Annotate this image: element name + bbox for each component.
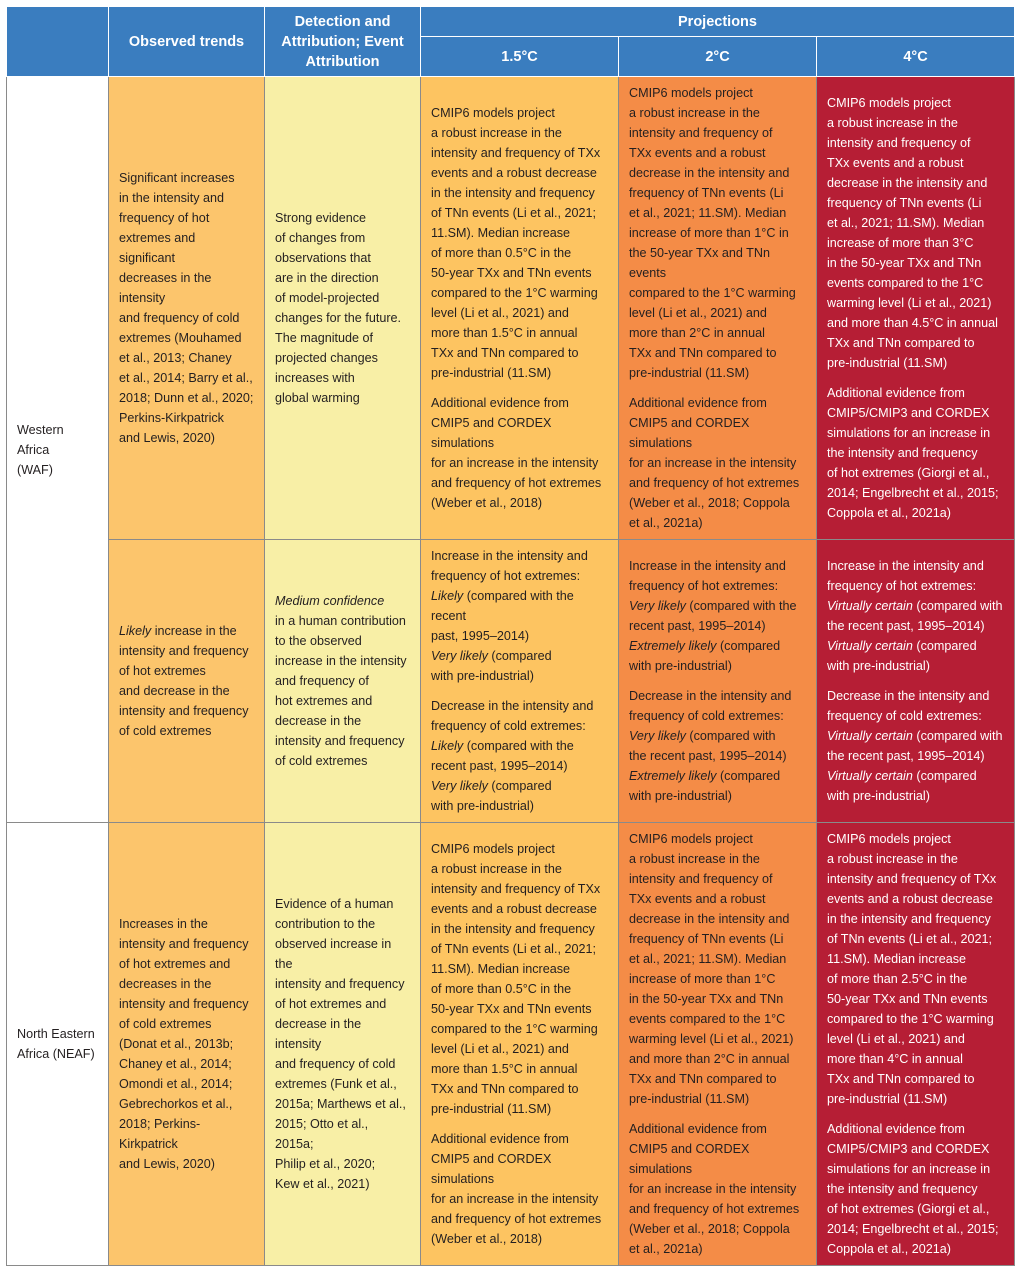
cold-heading: Decrease in the intensity and frequency of cold extremes: <box>629 689 792 723</box>
likelihood-term: Virtually certain <box>827 639 913 653</box>
likelihood-term: Very likely <box>629 599 686 613</box>
detection-text: Evidence of a human contribution to the observed increase in the intensity and frequency of hot extremes and decrease in the intensity and frequency of cold extremes (Funk et al., 2015a; Marthews et al., 2015; Otto et al., 2015a; Philip et al., 2020; Kew et al., 2021) <box>275 897 406 1191</box>
comparison-text: (compared with the recent past, 1995–2014) <box>629 729 787 763</box>
likelihood-term: Virtually certain <box>827 599 913 613</box>
comparison-text: (compared with pre-industrial) <box>629 639 781 673</box>
likelihood-term: Very likely <box>629 729 686 743</box>
projection-1-5c-cell-waf-2 <box>421 540 619 823</box>
likelihood-term: Extremely likely <box>629 769 717 783</box>
header-1-5c: 1.5°C <box>421 37 619 77</box>
region-label-neaf: North Eastern Africa (NEAF) <box>17 1027 95 1061</box>
cold-heading: Decrease in the intensity and frequency of cold extremes: <box>827 689 990 723</box>
region-cell-neaf <box>7 823 109 1266</box>
likelihood-term: Likely <box>431 739 464 753</box>
hot-heading: Increase in the intensity and frequency of hot extremes: <box>629 559 786 593</box>
projection-text: CMIP6 models project a robust increase in the intensity and frequency of TXx events and a robust decrease in the intensity and frequency of TNn events (Li et al., 2021; 11.SM). Median increase of more than 2.5°C in the 50-year TXx and TNn events compared to the 1°C warming level (Li et al., 2021) and more than 4°C in annual TXx and TNn compared to pre-industrial (11.SM) <box>827 832 997 1106</box>
header-4c: 4°C <box>817 37 1015 77</box>
comparison-text: (compared with the recent past, 1995–2014) <box>629 599 797 633</box>
observed-text: Increases in the intensity and frequency of hot extremes and decreases in the intensity and frequency of cold extremes (Donat et al., 2013b; Chaney et al., 2014; Omondi et al., 2014; Gebrechorkos et al., 2018; Perkins-Kirkpatrick and Lewis, 2020) <box>119 917 249 1171</box>
table-row-waf-1 <box>7 77 1015 540</box>
projection-text: CMIP6 models project a robust increase in the intensity and frequency of TXx events and a robust decrease in the intensity and frequency of TNn events (Li et al., 2021; 11.SM). Median increase of more than 0.5°C in the 50-year TXx and TNn events compared to the 1°C warming level (Li et al., 2021) and more than 1.5°C in annual TXx and TNn compared to pre-industrial (11.SM) <box>431 106 601 380</box>
comparison-text: (compared with the recent past, 1995–2014) <box>827 729 1003 763</box>
detection-cell-waf-1 <box>265 77 421 540</box>
comparison-text: (compared with the recent past, 1995–2014) <box>431 589 574 643</box>
projection-4c-cell-waf-2 <box>817 540 1015 823</box>
projection-text: CMIP6 models project a robust increase in the intensity and frequency of TXx events and a robust decrease in the intensity and frequency of TNn events (Li et al., 2021; 11.SM). Median increase of more than 1°C in the 50-year TXx and TNn events compared to the 1°C warming level (Li et al., 2021) and more than 2°C in annual TXx and TNn compared to pre-industrial (11.SM) <box>629 832 794 1106</box>
projection-2c-cell-neaf <box>619 823 817 1266</box>
cold-extremes-block <box>431 696 608 816</box>
projection-evidence-text: Additional evidence from CMIP5/CMIP3 and CORDEX simulations for an increase in the intensity and frequency of hot extremes (Giorgi et al., 2014; Engelbrecht et al., 2015; Coppola et al., 2021a) <box>827 386 999 520</box>
detection-text: Strong evidence of changes from observations that are in the direction of model-projected changes for the future. The magnitude of projected changes increases with global warming <box>275 211 402 405</box>
confidence-term: Medium confidence <box>275 594 385 608</box>
projection-1-5c-cell-neaf <box>421 823 619 1266</box>
header-2c: 2°C <box>619 37 817 77</box>
projection-2c-cell-waf-2 <box>619 540 817 823</box>
region-label-waf: Western Africa (WAF) <box>17 422 64 477</box>
projection-text: CMIP6 models project a robust increase in the intensity and frequency of TXx events and a robust decrease in the intensity and frequency of TNn events (Li et al., 2021; 11.SM). Median increase of more than 0.5°C in the 50-year TXx and TNn events compared to the 1°C warming level (Li et al., 2021) and more than 1.5°C in annual TXx and TNn compared to pre-industrial (11.SM) <box>431 842 601 1116</box>
table-row-neaf <box>7 823 1015 1266</box>
hot-heading: Increase in the intensity and frequency of hot extremes: <box>431 549 588 583</box>
header-projections: Projections <box>421 7 1015 37</box>
likelihood-term: Very likely <box>431 649 488 663</box>
cold-heading: Decrease in the intensity and frequency of cold extremes: <box>431 699 594 733</box>
detection-cell-waf-2 <box>265 540 421 823</box>
cold-extremes-block <box>629 686 806 806</box>
projection-evidence-text: Additional evidence from CMIP5 and CORDEX simulations for an increase in the intensity and frequency of hot extremes (Weber et al., 2018) <box>431 396 602 510</box>
cold-extremes-block <box>827 686 1004 806</box>
observed-text: Significant increases in the intensity and frequency of hot extremes and significant decreases in the intensity and frequency of cold extremes (Mouhamed et al., 2013; Chaney et al., 2014; Barry et al., 2018; Dunn et al., 2020; Perkins-Kirkpatrick and Lewis, 2020) <box>119 171 254 445</box>
hot-heading: Increase in the intensity and frequency of hot extremes: <box>827 559 984 593</box>
header-blank-cell <box>7 7 109 77</box>
comparison-text: (compared with the recent past, 1995–2014) <box>827 599 1003 633</box>
observed-text <box>119 621 254 741</box>
observed-cell-neaf <box>109 823 265 1266</box>
likelihood-term: Virtually certain <box>827 729 913 743</box>
detection-text-rest: in a human contribution to the observed increase in the intensity and frequency of hot extremes and decrease in the intensity and frequency of cold extremes <box>275 614 407 768</box>
likelihood-term: Virtually certain <box>827 769 913 783</box>
observed-text-rest: increase in the intensity and frequency of hot extremes and decrease in the intensity and frequency of cold extremes <box>119 624 249 738</box>
observed-cell-waf-2 <box>109 540 265 823</box>
projection-evidence-text: Additional evidence from CMIP5 and CORDEX simulations for an increase in the intensity and frequency of hot extremes (Weber et al., 2018) <box>431 1132 602 1246</box>
detection-text <box>275 591 410 771</box>
projection-evidence-text: Additional evidence from CMIP5 and CORDEX simulations for an increase in the intensity and frequency of hot extremes (Weber et al., 2018; Coppola et al., 2021a) <box>629 396 800 530</box>
comparison-text: (compared with the recent past, 1995–2014) <box>431 739 574 773</box>
likelihood-term: Likely <box>431 589 464 603</box>
projection-evidence-text: Additional evidence from CMIP5/CMIP3 and CORDEX simulations for an increase in the intensity and frequency of hot extremes (Giorgi et al., 2014; Engelbrecht et al., 2015; Coppola et al., 2021a) <box>827 1122 999 1256</box>
comparison-text: (compared with pre-industrial) <box>827 769 977 803</box>
projection-text: CMIP6 models project a robust increase in the intensity and frequency of TXx events and a robust decrease in the intensity and frequency of TNn events (Li et al., 2021; 11.SM). Median increase of more than 3°C in the 50-year TXx and TNn events compared to the 1°C warming level (Li et al., 2021) and more than 4.5°C in annual TXx and TNn compared to pre-industrial (11.SM) <box>827 96 998 370</box>
comparison-text: (compared with pre-industrial) <box>827 639 977 673</box>
hot-extremes-block <box>431 546 608 686</box>
region-cell-waf <box>7 77 109 823</box>
detection-cell-neaf <box>265 823 421 1266</box>
projection-4c-cell-waf-1 <box>817 77 1015 540</box>
projection-1-5c-cell-waf-1 <box>421 77 619 540</box>
likelihood-term: Very likely <box>431 779 488 793</box>
projection-evidence-text: Additional evidence from CMIP5 and CORDEX simulations for an increase in the intensity and frequency of hot extremes (Weber et al., 2018; Coppola et al., 2021a) <box>629 1122 800 1256</box>
observed-cell-waf-1 <box>109 77 265 540</box>
hot-extremes-block <box>827 556 1004 676</box>
comparison-text: (compared with pre-industrial) <box>431 649 552 683</box>
comparison-text: (compared with pre-industrial) <box>629 769 781 803</box>
projection-text: CMIP6 models project a robust increase in the intensity and frequency of TXx events and a robust decrease in the intensity and frequency of TNn events (Li et al., 2021; 11.SM). Median increase of more than 1°C in the 50-year TXx and TNn events compared to the 1°C warming level (Li et al., 2021) and more than 2°C in annual TXx and TNn compared to pre-industrial (11.SM) <box>629 86 796 380</box>
projection-4c-cell-neaf <box>817 823 1015 1266</box>
table-row-waf-2 <box>7 540 1015 823</box>
assessment-table <box>6 6 1015 1266</box>
comparison-text: (compared with pre-industrial) <box>431 779 552 813</box>
header-observed-trends: Observed trends <box>109 7 265 77</box>
hot-extremes-block <box>629 556 806 676</box>
likelihood-term: Likely <box>119 624 152 638</box>
projection-2c-cell-waf-1 <box>619 77 817 540</box>
header-detection-attribution: Detection and Attribution; Event Attribution <box>265 7 421 77</box>
likelihood-term: Extremely likely <box>629 639 717 653</box>
